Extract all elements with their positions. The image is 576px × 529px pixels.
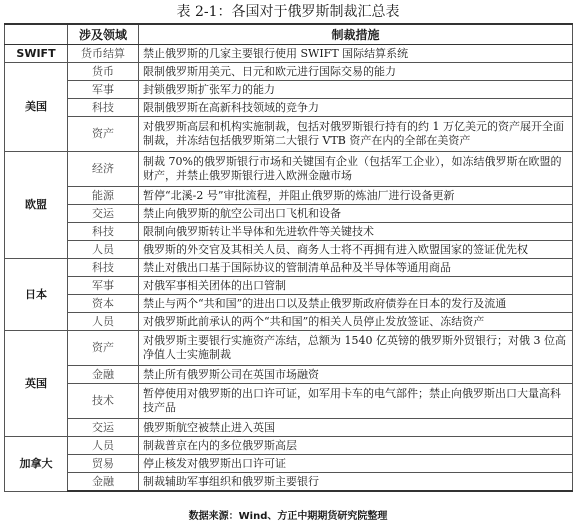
- table-row: [5, 295, 573, 313]
- country-cell: 美国: [5, 63, 68, 152]
- table-header-row: [5, 24, 573, 45]
- field-cell: 金融: [68, 366, 139, 384]
- field-cell: 科技: [68, 223, 139, 241]
- table-row: [5, 384, 573, 419]
- country-cell: 加拿大: [5, 437, 68, 492]
- table-row: [5, 45, 573, 63]
- field-cell: 能源: [68, 187, 139, 205]
- field-cell: 人员: [68, 437, 139, 455]
- field-cell: 军事: [68, 277, 139, 295]
- country-cell: SWIFT: [5, 45, 68, 63]
- table-row: [5, 366, 573, 384]
- field-cell: 货币结算: [68, 45, 139, 63]
- table-row: [5, 117, 573, 152]
- field-cell: 技术: [68, 384, 139, 419]
- table-row: [5, 99, 573, 117]
- field-cell: 资产: [68, 117, 139, 152]
- measure-cell: 禁止对俄出口基于国际协议的管制清单品种及半导体等通用商品: [139, 259, 573, 277]
- table-row: [5, 437, 573, 455]
- table-row: [5, 205, 573, 223]
- table-row: [5, 187, 573, 205]
- table-row: [5, 259, 573, 277]
- header-field: 涉及领域: [68, 24, 139, 45]
- measure-cell: 禁止与两个“共和国”的进出口以及禁止俄罗斯政府债券在日本的发行及流通: [139, 295, 573, 313]
- table-row: [5, 473, 573, 492]
- table-row: [5, 152, 573, 187]
- table-title: 表 2-1：各国对于俄罗斯制裁汇总表: [176, 4, 400, 20]
- measure-cell: 俄罗斯航空被禁止进入英国: [139, 419, 573, 437]
- field-cell: 交运: [68, 205, 139, 223]
- measure-cell: 对俄罗斯主要银行实施资产冻结，总额为 1540 亿英镑的俄罗斯外贸银行；对俄 3 位高净值人士实施制裁: [139, 331, 573, 366]
- measure-cell: 俄罗斯的外交官及其相关人员、商务人士将不再拥有进入欧盟国家的签证优先权: [139, 241, 573, 259]
- table-row: [5, 419, 573, 437]
- measure-cell: 制裁辅助军事组织和俄罗斯主要银行: [139, 473, 573, 492]
- table-row: [5, 81, 573, 99]
- field-cell: 贸易: [68, 455, 139, 473]
- measure-cell: 暂停“北溪-2 号”审批流程，并阻止俄罗斯的炼油厂进行设备更新: [139, 187, 573, 205]
- measure-cell: 制裁普京在内的多位俄罗斯高层: [139, 437, 573, 455]
- measure-cell: 限制向俄罗斯转让半导体和先进软件等关键技术: [139, 223, 573, 241]
- measure-cell: 限制俄罗斯用美元、日元和欧元进行国际交易的能力: [139, 63, 573, 81]
- table-row: [5, 241, 573, 259]
- measure-cell: 对俄军事相关团体的出口管制: [139, 277, 573, 295]
- country-cell: 日本: [5, 259, 68, 331]
- measure-cell: 对俄罗斯高层和机构实施制裁，包括对俄罗斯银行持有的约 1 万亿美元的资产展开全面制裁，并冻结包括俄罗斯第二大银行 VTB 资产在内的全部在美资产: [139, 117, 573, 152]
- table-row: [5, 223, 573, 241]
- table-row: [5, 313, 573, 331]
- measure-cell: 封锁俄罗斯扩张军力的能力: [139, 81, 573, 99]
- field-cell: 资本: [68, 295, 139, 313]
- field-cell: 货币: [68, 63, 139, 81]
- table-row: [5, 455, 573, 473]
- field-cell: 经济: [68, 152, 139, 187]
- sanctions-table: [4, 23, 573, 492]
- field-cell: 科技: [68, 99, 139, 117]
- measure-cell: 限制俄罗斯在高新科技领域的竞争力: [139, 99, 573, 117]
- field-cell: 人员: [68, 313, 139, 331]
- measure-cell: 停止核发对俄罗斯出口许可证: [139, 455, 573, 473]
- measure-cell: 制裁 70%的俄罗斯银行市场和关键国有企业（包括军工企业），如冻结俄罗斯在欧盟的财产，并禁止俄罗斯银行进入欧洲金融市场: [139, 152, 573, 187]
- field-cell: 资产: [68, 331, 139, 366]
- table-row: [5, 277, 573, 295]
- header-country: [5, 24, 68, 45]
- field-cell: 交运: [68, 419, 139, 437]
- country-cell: 英国: [5, 331, 68, 437]
- field-cell: 人员: [68, 241, 139, 259]
- source-note: 数据来源：Wind、方正中期期货研究院整理: [188, 511, 388, 522]
- table-row: [5, 331, 573, 366]
- measure-cell: 禁止俄罗斯的几家主要银行使用 SWIFT 国际结算系统: [139, 45, 573, 63]
- table-row: [5, 63, 573, 81]
- field-cell: 科技: [68, 259, 139, 277]
- country-cell: 欧盟: [5, 152, 68, 259]
- measure-cell: 对俄罗斯此前承认的两个“共和国”的相关人员停止发放签证、冻结资产: [139, 313, 573, 331]
- field-cell: 军事: [68, 81, 139, 99]
- field-cell: 金融: [68, 473, 139, 492]
- header-measure: 制裁措施: [139, 24, 573, 45]
- measure-cell: 禁止向俄罗斯的航空公司出口飞机和设备: [139, 205, 573, 223]
- measure-cell: 禁止所有俄罗斯公司在英国市场融资: [139, 366, 573, 384]
- measure-cell: 暂停使用对俄罗斯的出口许可证，如军用卡车的电气部件；禁止向俄罗斯出口大量高科技产品: [139, 384, 573, 419]
